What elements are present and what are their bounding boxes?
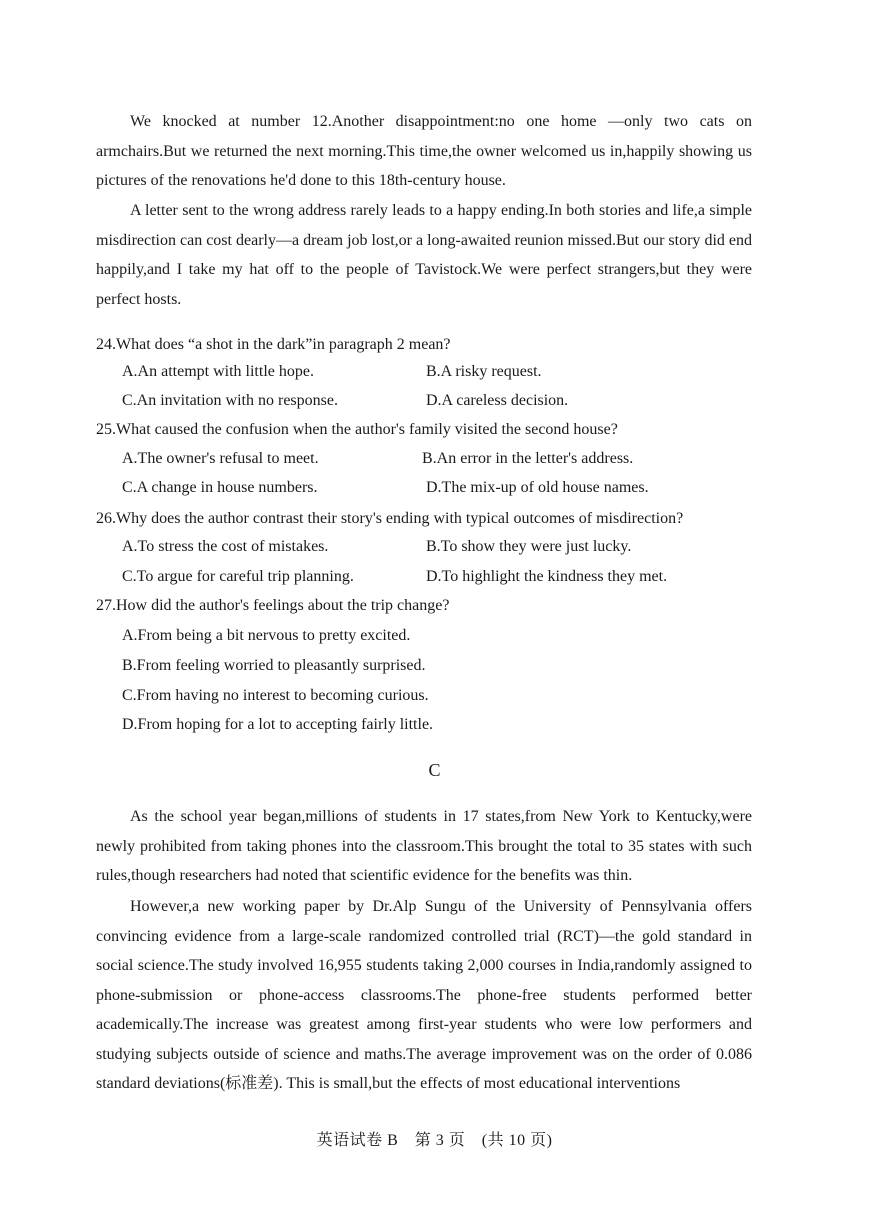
option-25-b: B.An error in the letter's address. — [422, 450, 634, 467]
question-stem-27: 27.How did the author's feelings about the trip change? — [96, 597, 450, 614]
option-24-d: D.A careless decision. — [426, 392, 569, 409]
option-24-c: C.An invitation with no response. — [122, 392, 338, 409]
option-26-b: B.To show they were just lucky. — [426, 538, 632, 555]
passage-paragraph: As the school year began,millions of students in 17 states,from New York to Kentucky,were newly prohibited from taking phones into the classroom.This brought the total to 35 states with such rules,though researchers had noted that scientific evidence for the benefits was thin. — [96, 808, 752, 884]
option-27-d: D.From hoping for a lot to accepting fairly little. — [122, 716, 434, 733]
page-footer: 英语试卷 B 第 3 页 (共 10 页) — [316, 1132, 553, 1149]
passage-paragraph: However,a new working paper by Dr.Alp Sungu of the University of Pennsylvania offers convincing evidence from a large-scale randomized controlled trial (RCT)—the gold standard in social science.The study involved 16,955 students taking 2,000 courses in India,randomly assigned to phone-submission or phone-access classrooms.The phone-free students performed better academically.The increase was greatest among first-year students who were low performers and studying subjects outside of science and maths.The average improvement was on the order of 0.086 standard deviations(标准差). This is small,but the effects of most educational interventions — [96, 898, 752, 1092]
option-26-c: C.To argue for careful trip planning. — [122, 568, 354, 585]
option-25-d: D.The mix-up of old house names. — [426, 479, 649, 496]
option-24-a: A.An attempt with little hope. — [122, 363, 314, 380]
question-stem-24: 24.What does “a shot in the dark”in paragraph 2 mean? — [96, 336, 451, 353]
option-26-a: A.To stress the cost of mistakes. — [122, 538, 329, 555]
passage-paragraph: A letter sent to the wrong address rarely leads to a happy ending.In both stories and life,a simple misdirection can cost dearly—a dream job lost,or a long-awaited reunion missed.But our story did end happily,and I take my hat off to the people of Tavistock.We were perfect strangers,but they were perfect hosts. — [96, 202, 752, 308]
option-27-b: B.From feeling worried to pleasantly surprised. — [122, 657, 426, 674]
option-25-a: A.The owner's refusal to meet. — [122, 450, 319, 467]
option-25-c: C.A change in house numbers. — [122, 479, 318, 496]
question-stem-25: 25.What caused the confusion when the author's family visited the second house? — [96, 421, 618, 438]
option-26-d: D.To highlight the kindness they met. — [426, 568, 668, 585]
option-24-b: B.A risky request. — [426, 363, 542, 380]
option-27-c: C.From having no interest to becoming curious. — [122, 687, 429, 704]
section-heading: C — [428, 760, 441, 780]
question-stem-26: 26.Why does the author contrast their story's ending with typical outcomes of misdirection? — [96, 510, 684, 527]
passage-paragraph: We knocked at number 12.Another disappointment:no one home —only two cats on armchairs.But we returned the next morning.This time,the owner welcomed us in,happily showing us pictures of the renovations he'd done to this 18th-century house. — [96, 113, 752, 189]
option-27-a: A.From being a bit nervous to pretty excited. — [122, 627, 411, 644]
